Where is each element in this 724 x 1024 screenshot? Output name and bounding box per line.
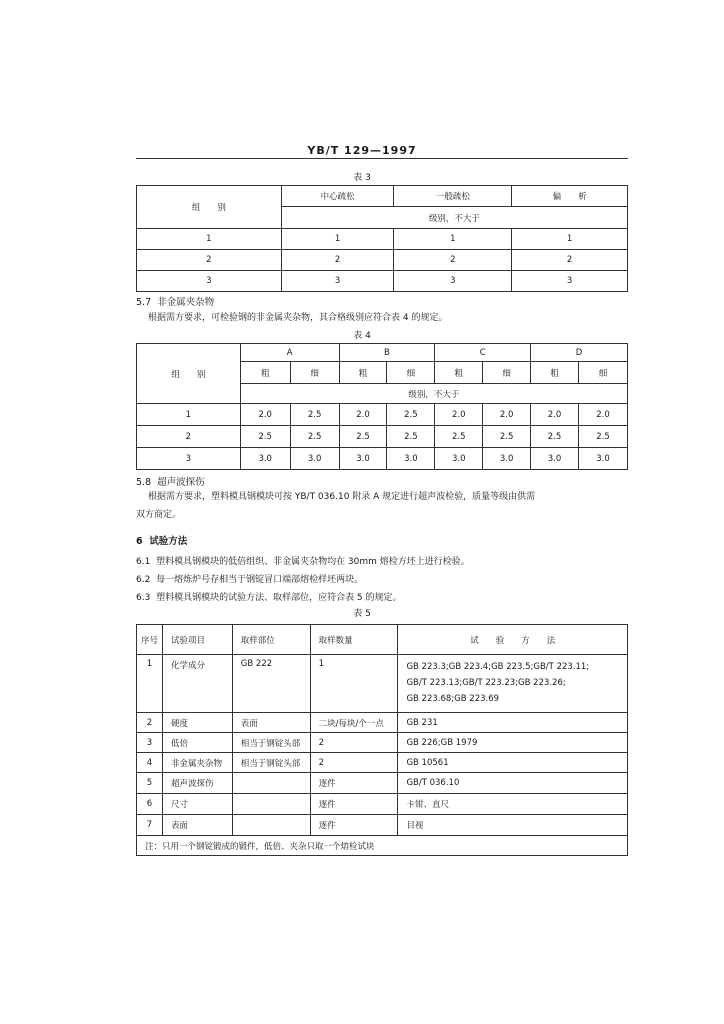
header-rule xyxy=(136,158,628,159)
section-5-8-heading: 5.8 超声波探伤 xyxy=(136,477,205,488)
table-row: 1 化学成分 GB 222 1 GB 223.3;GB 223.4;GB 223.5;GB/T 223.11; GB/T 223.13;GB/T 223.23;GB 223.26; GB 223.68;GB 223.69 xyxy=(137,655,628,713)
table-row: 1 2.0 2.5 2.0 2.5 2.0 2.0 2.0 2.0 xyxy=(137,404,628,426)
table-row: 7 表面 逐件 目视 xyxy=(137,815,628,836)
table3-col: 一般疏松 xyxy=(394,186,512,207)
table3-caption: 表 3 xyxy=(353,173,371,183)
table4-caption: 表 4 xyxy=(353,331,371,341)
table-row: 1 1 1 1 xyxy=(137,229,628,250)
table3-col: 偏 析 xyxy=(512,186,628,207)
table-3 xyxy=(136,185,628,292)
table-row: 2 2 2 2 xyxy=(137,250,628,271)
table-4: 组 别 A B C D 粗 细 粗 细 粗 细 粗 细 级别，不大于 1 2.0 2.5 2.0 2.5 2.0 2.0 2.0 2.0 2 2.5 2.5 2.5 2.5 2.5 2.5 2.5 2.5 3 3.0 3.0 3.0 3.0 3.0 3.0 3.0 3.0 xyxy=(136,343,628,470)
section-5-7-text: 根据需方要求，可检验钢的非金属夹杂物，其合格级别应符合表 4 的规定。 xyxy=(148,313,448,323)
table3-col: 中心疏松 xyxy=(281,186,394,207)
table-row: 4 非金属夹杂物 相当于钢锭头部 2 GB 10561 xyxy=(137,753,628,773)
table4-group-header: 组 别 xyxy=(137,344,241,404)
table-row: 5 超声波探伤 逐件 GB/T 036.10 xyxy=(137,773,628,794)
table-row: 2 硬度 表面 二块/每块/个一点 GB 231 xyxy=(137,713,628,733)
section-6-3: 6.3 塑料模具钢模块的试验方法、取样部位，应符合表 5 的规定。 xyxy=(136,593,402,603)
section-6-2: 6.2 每一熔炼炉号存相当于钢锭冒口端部熔检样坯两块。 xyxy=(136,575,364,585)
table-row: 3 3.0 3.0 3.0 3.0 3.0 3.0 3.0 3.0 xyxy=(137,448,628,470)
table-row: 3 3 3 3 xyxy=(137,271,628,292)
table-row: 2 2.5 2.5 2.5 2.5 2.5 2.5 2.5 2.5 xyxy=(137,426,628,448)
table5-note: 注：只用一个钢锭锻成的锻件，低倍、夹杂只取一个熔检试块 xyxy=(137,836,628,856)
section-5-8-text: 根据需方要求，塑料模具钢模块可按 YB/T 036.10 附录 A 规定进行超声波检验，质量等级由供需 xyxy=(148,492,536,502)
section-5-7-heading: 5.7 非金属夹杂物 xyxy=(136,297,215,308)
section-6-heading: 6 试验方法 xyxy=(136,536,188,547)
table-5: 序号 试验项目 取样部位 取样数量 试 验 方 法 1 化学成分 GB 222 1 GB 223.3;GB 223.4;GB 223.5;GB/T 223.11; GB/T 223.13;GB/T 223.23;GB 223.26; GB 223.68;GB 223.69 2 硬度 表面 二块/每块/个一点 GB 231 3 低倍 相当于钢锭头部 2 GB 226;GB 1979 4 非金属夹杂物 相当于钢锭头部 2 GB 10561 5 超声波探伤 逐件 GB/T 036.10 6 尺寸 逐件 卡钳、直尺 7 表面 逐件 目视 注：只用一个钢锭锻成的锻件，低倍、夹杂只取一个熔检试块 xyxy=(136,624,628,856)
section-6-1: 6.1 塑料模具钢模块的低倍组织、非金属夹杂物均在 30mm 熔检方坯上进行检验。 xyxy=(136,557,470,567)
table3-subheader: 级别，不大于 xyxy=(281,207,627,229)
table5-caption: 表 5 xyxy=(353,609,371,619)
table3-group-header: 组 别 xyxy=(137,186,282,229)
table-row: 6 尺寸 逐件 卡钳、直尺 xyxy=(137,794,628,815)
table-row: 3 低倍 相当于钢锭头部 2 GB 226;GB 1979 xyxy=(137,733,628,753)
table4-subheader: 级别，不大于 xyxy=(240,384,627,404)
standard-header: YB/T 129—1997 xyxy=(307,144,417,157)
section-5-8-text-cont: 双方商定。 xyxy=(136,510,182,520)
